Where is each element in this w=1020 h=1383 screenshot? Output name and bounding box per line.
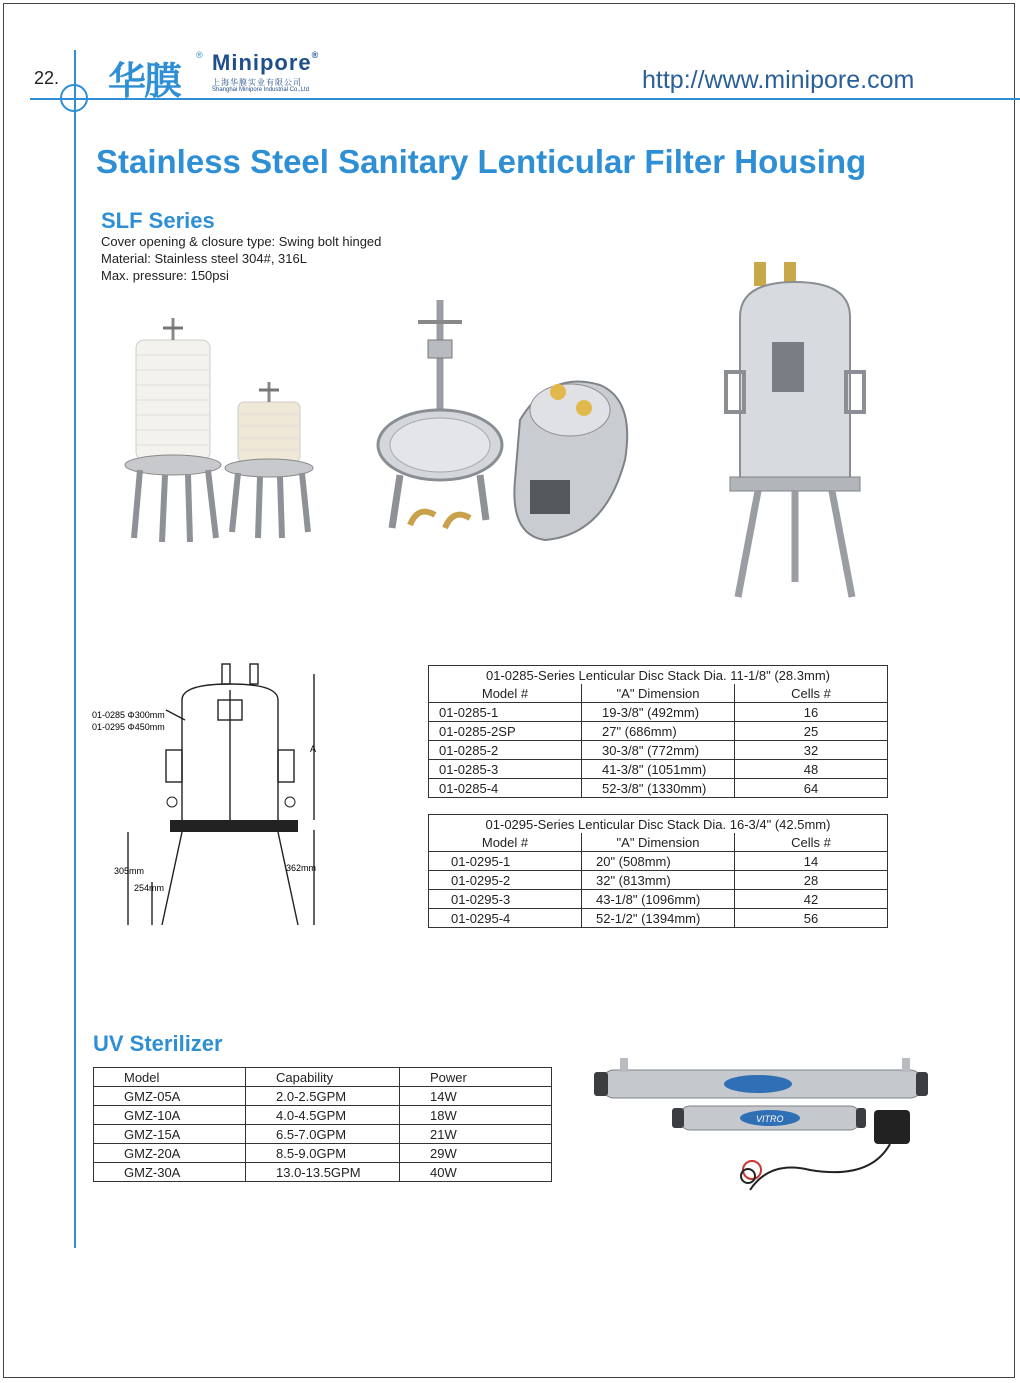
table-cell: 52-1/2" (1394mm) bbox=[582, 909, 735, 928]
diagram-label-0295: 01-0295 Φ450mm bbox=[92, 722, 165, 732]
slf-series-heading: SLF Series bbox=[101, 208, 215, 233]
logo-chinese: 华膜 bbox=[108, 59, 181, 103]
table-cell: 01-0285-4 bbox=[429, 779, 582, 798]
filter-housing-photo-closed bbox=[720, 262, 870, 602]
table-row bbox=[429, 760, 888, 779]
table-cell: 16 bbox=[735, 703, 888, 722]
table-row bbox=[429, 852, 888, 871]
registration-mark bbox=[60, 84, 88, 112]
table-cell: GMZ-15A bbox=[94, 1125, 246, 1144]
table-row bbox=[94, 1144, 552, 1163]
page-title: Stainless Steel Sanitary Lenticular Filter Housing bbox=[96, 143, 867, 180]
table-cell: 48 bbox=[735, 760, 888, 779]
table-0295-header-model: Model # bbox=[429, 833, 582, 852]
table-row bbox=[429, 871, 888, 890]
logo-company-en: Shanghai Minipore Industrial Co.,Ltd bbox=[212, 87, 310, 93]
table-row bbox=[429, 909, 888, 928]
table-cell: 42 bbox=[735, 890, 888, 909]
table-row bbox=[94, 1106, 552, 1125]
table-cell: 52-3/8" (1330mm) bbox=[582, 779, 735, 798]
uv-brand-label: VITRO bbox=[756, 1114, 784, 1124]
logo-company-cn: 上海华膜实业有限公司 bbox=[212, 78, 302, 87]
table-cell: 6.5-7.0GPM bbox=[246, 1125, 400, 1144]
diagram-label-254: 254mm bbox=[134, 883, 165, 893]
table-cell: GMZ-05A bbox=[94, 1087, 246, 1106]
table-cell: 19-3/8" (492mm) bbox=[582, 703, 735, 722]
table-0285-caption: 01-0285-Series Lenticular Disc Stack Dia. 11-1/8" (28.3mm) bbox=[429, 666, 888, 685]
logo-english bbox=[212, 50, 319, 76]
table-cell: 14 bbox=[735, 852, 888, 871]
logo-english-reg: ® bbox=[311, 50, 320, 60]
table-cell: 43-1/8" (1096mm) bbox=[582, 890, 735, 909]
uv-header-model: Model bbox=[94, 1068, 246, 1087]
diagram-label-a: A bbox=[310, 744, 317, 754]
uv-sterilizer-heading: UV Sterilizer bbox=[93, 1031, 223, 1056]
diagram-label-0285: 01-0285 Φ300mm bbox=[92, 710, 165, 720]
table-cell: 28 bbox=[735, 871, 888, 890]
table-cell: 01-0295-4 bbox=[429, 909, 582, 928]
table-0295-header-dimension: "A" Dimension bbox=[582, 833, 735, 852]
table-cell: GMZ-20A bbox=[94, 1144, 246, 1163]
table-row bbox=[94, 1125, 552, 1144]
table-cell: 13.0-13.5GPM bbox=[246, 1163, 400, 1182]
table-cell: 41-3/8" (1051mm) bbox=[582, 760, 735, 779]
table-0285-header-cells: Cells # bbox=[735, 684, 888, 703]
table-0285-header-dimension: "A" Dimension bbox=[582, 684, 735, 703]
uv-header-capability: Capability bbox=[246, 1068, 400, 1087]
table-cell: 32 bbox=[735, 741, 888, 760]
table-row bbox=[429, 779, 888, 798]
filter-housing-photo-open bbox=[370, 290, 640, 570]
table-0285-series bbox=[428, 665, 888, 798]
table-cell: GMZ-10A bbox=[94, 1106, 246, 1125]
table-0295-caption: 01-0295-Series Lenticular Disc Stack Dia. 16-3/4" (42.5mm) bbox=[429, 815, 888, 834]
table-0285-header-model: Model # bbox=[429, 684, 582, 703]
uv-header-power: Power bbox=[400, 1068, 552, 1087]
table-row bbox=[429, 722, 888, 741]
table-cell: 01-0285-2 bbox=[429, 741, 582, 760]
table-row bbox=[94, 1087, 552, 1106]
logo-registered-mark: ® bbox=[196, 50, 203, 60]
table-row bbox=[429, 703, 888, 722]
table-cell: 01-0295-1 bbox=[429, 852, 582, 871]
website-url[interactable]: http://www.minipore.com bbox=[642, 66, 915, 94]
table-cell: 18W bbox=[400, 1106, 552, 1125]
table-cell: 01-0285-3 bbox=[429, 760, 582, 779]
filter-housing-photo-small bbox=[120, 310, 330, 550]
table-cell: 14W bbox=[400, 1087, 552, 1106]
uv-sterilizer-photo bbox=[590, 1050, 930, 1200]
table-cell: 64 bbox=[735, 779, 888, 798]
uv-sterilizer-table bbox=[93, 1067, 552, 1182]
table-cell: 2.0-2.5GPM bbox=[246, 1087, 400, 1106]
table-row bbox=[94, 1163, 552, 1182]
table-cell: 01-0295-3 bbox=[429, 890, 582, 909]
table-cell: 01-0285-1 bbox=[429, 703, 582, 722]
slf-spec-material: Material: Stainless steel 304#, 316L bbox=[101, 251, 307, 266]
page-number: 22. bbox=[34, 68, 60, 88]
diagram-label-362: 362mm bbox=[286, 863, 317, 873]
dimension-diagram bbox=[90, 660, 350, 930]
table-cell: GMZ-30A bbox=[94, 1163, 246, 1182]
table-row bbox=[429, 890, 888, 909]
table-cell: 32" (813mm) bbox=[582, 871, 735, 890]
table-0295-series bbox=[428, 814, 888, 928]
table-cell: 8.5-9.0GPM bbox=[246, 1144, 400, 1163]
margin-rule-vertical bbox=[74, 50, 76, 1248]
table-cell: 56 bbox=[735, 909, 888, 928]
table-cell: 20" (508mm) bbox=[582, 852, 735, 871]
slf-spec-pressure: Max. pressure: 150psi bbox=[101, 268, 229, 283]
table-cell: 29W bbox=[400, 1144, 552, 1163]
table-row bbox=[429, 741, 888, 760]
table-cell: 30-3/8" (772mm) bbox=[582, 741, 735, 760]
table-cell: 27" (686mm) bbox=[582, 722, 735, 741]
table-cell: 4.0-4.5GPM bbox=[246, 1106, 400, 1125]
slf-spec-closure: Cover opening & closure type: Swing bolt hinged bbox=[101, 234, 382, 249]
table-cell: 01-0285-2SP bbox=[429, 722, 582, 741]
table-cell: 25 bbox=[735, 722, 888, 741]
diagram-label-305: 305mm bbox=[114, 866, 145, 876]
table-cell: 40W bbox=[400, 1163, 552, 1182]
table-cell: 01-0295-2 bbox=[429, 871, 582, 890]
table-cell: 21W bbox=[400, 1125, 552, 1144]
logo-english-text: Minipore bbox=[212, 50, 312, 75]
table-0295-header-cells: Cells # bbox=[735, 833, 888, 852]
